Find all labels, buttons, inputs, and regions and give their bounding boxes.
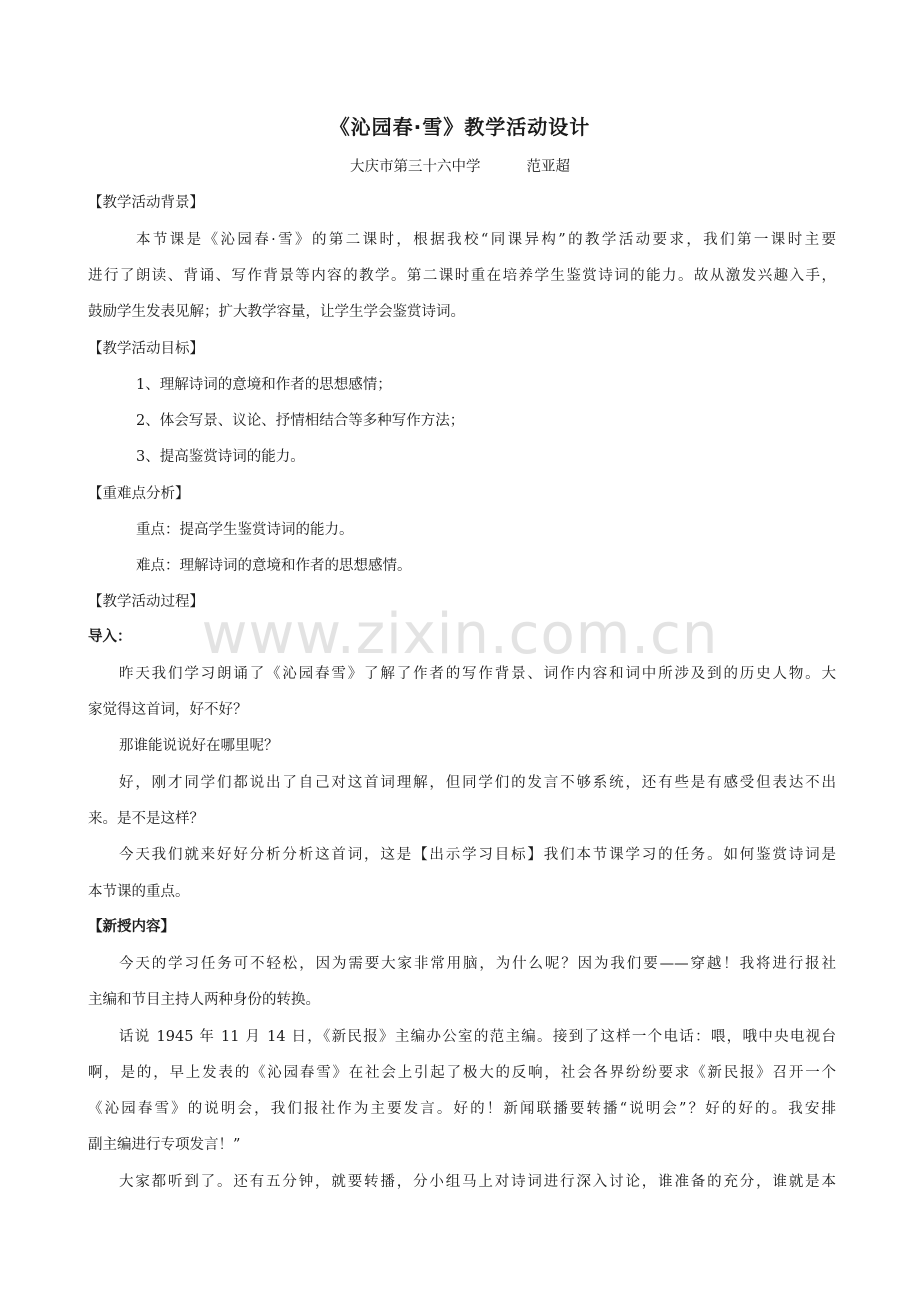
paragraph-line: 话说 1945 年 11 月 14 日，《新民报》主编办公室的范主编。接到了这样一个电话：喂，哦中央电视台	[119, 1029, 836, 1045]
section-heading-focus: 【重难点分析】	[88, 486, 190, 502]
paragraph-line: 进行了朗读、背诵、写作背景等内容的教学。第二课时重在培养学生鉴赏诗词的能力。故从激发兴趣入手，	[88, 268, 836, 284]
section-heading-process: 【教学活动过程】	[88, 594, 204, 610]
section-heading-new: 【新授内容】	[88, 919, 175, 935]
section-heading-goals: 【教学活动目标】	[88, 341, 204, 357]
paragraph-line: 家觉得这首词，好不好？	[88, 702, 248, 718]
paragraph-line: 副主编进行专项发言！”	[88, 1137, 241, 1153]
paragraph-line: 啊，是的，早上发表的《沁园春雪》在社会上引起了极大的反响，社会各界纷纷要求《新民报》召开一个	[88, 1065, 836, 1081]
paragraph-line: 昨天我们学习朗诵了《沁园春雪》了解了作者的写作背景、词作内容和词中所涉及到的历史人物。大	[119, 666, 836, 682]
focus-item: 难点：理解诗词的意境和作者的思想感情。	[136, 558, 412, 574]
section-heading-background: 【教学活动背景】	[88, 195, 204, 211]
watermark: www.zixin.com.cn	[201, 602, 719, 667]
goal-item: 3、提高鉴赏诗词的能力。	[136, 449, 305, 465]
document-title: 《沁园春·雪》教学活动设计	[329, 115, 591, 139]
focus-item: 重点：提高学生鉴赏诗词的能力。	[136, 522, 354, 538]
paragraph-line: 本节课是《沁园春·雪》的第二课时，根据我校“同课异构”的教学活动要求，我们第一课时主要	[136, 232, 836, 248]
intro-label: 导入：	[88, 629, 132, 645]
paragraph-line: 《沁园春雪》的说明会，我们报社作为主要发言。好的！新闻联播要转播“说明会”？好的好的。我安排	[88, 1101, 836, 1117]
paragraph-line: 好，刚才同学们都说出了自己对这首词理解，但同学们的发言不够系统，还有些是有感受但表达不出	[119, 775, 836, 791]
paragraph-line: 来。是不是这样？	[88, 811, 204, 827]
paragraph-line: 今天的学习任务可不轻松，因为需要大家非常用脑，为什么呢？因为我们要——穿越！我将进行报社	[119, 956, 836, 972]
goal-item: 2、体会写景、议论、抒情相结合等多种写作方法；	[136, 413, 465, 429]
paragraph-line: 主编和节目主持人两种身份的转换。	[88, 992, 320, 1008]
paragraph-line: 今天我们就来好好分析分析这首词，这是【出示学习目标】我们本节课学习的任务。如何鉴赏诗词是	[119, 847, 836, 863]
goal-item: 1、理解诗词的意境和作者的思想感情；	[136, 377, 392, 393]
document-author: 大庆市第三十六中学 范亚超	[349, 159, 571, 175]
paragraph-line: 本节课的重点。	[88, 884, 190, 900]
paragraph-line: 大家都听到了。还有五分钟，就要转播，分小组马上对诗词进行深入讨论，谁准备的充分，谁就是本	[119, 1174, 836, 1190]
paragraph-line: 那谁能说说好在哪里呢？	[119, 738, 279, 754]
paragraph-line: 鼓励学生发表见解；扩大教学容量，让学生学会鉴赏诗词。	[88, 304, 465, 320]
